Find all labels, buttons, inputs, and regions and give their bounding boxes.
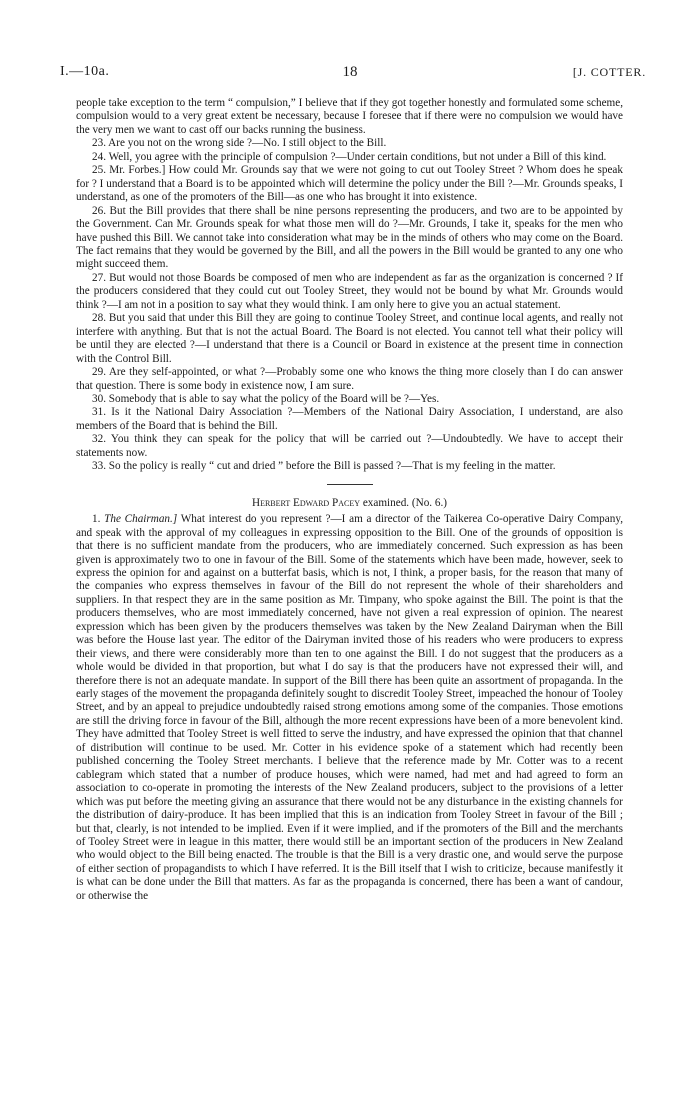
document-body xyxy=(76,97,623,903)
document-reference: I.—10a. xyxy=(60,64,110,79)
evidence-paragraph: people take exception to the term “ compulsion,” I believe that if they got together honestly and formulated some scheme, compulsion would to a very great extent be necessary, because I foresee that if there were no compulsion we would have the very men we want to cast off our backs running the business. xyxy=(76,97,623,136)
evidence-paragraph: 27. But would not those Boards be composed of men who are independent as far as the organization is concerned ? If the producers considered that they could cut out Tooley Street, they would not be bound by what Mr. Grounds would think ?—I am not in a position to say what they would think. I am only here to give you an actual statement. xyxy=(76,271,623,311)
question-number: 1. xyxy=(92,513,101,526)
page-number: 18 xyxy=(342,64,358,80)
evidence-paragraph: 26. But the Bill provides that there shall be nine persons representing the producers, and two are to be appointed by the Government. Can Mr. Grounds speak for what those men will do ?—Mr. Grounds, I take it, speaks for the men who have pushed this Bill. We cannot take into consideration what may be in the minds of others who may come on the Board. The fact remains that they would be governed by the Bill, and all the powers in the Bill would be granted to any one who might succeed them. xyxy=(76,204,623,271)
evidence-paragraph: 25. Mr. Forbes.] How could Mr. Grounds say that we were not going to cut out Tooley Street ? Whom does he speak for ? I understand that a Board is to be appointed which will determine the policy under the Bill ?—Mr. Grounds speaks, I understand, as one of the promoters of the Bill—as one who has brought it into existence. xyxy=(76,164,623,204)
witness-heading-suffix: examined. (No. 6.) xyxy=(362,496,448,509)
evidence-paragraph: 32. You think they can speak for the policy that will be carried out ?—Undoubtedly. We have to accept their statements now. xyxy=(76,433,623,459)
evidence-paragraph xyxy=(76,513,623,903)
evidence-paragraph: 30. Somebody that is able to say what the policy of the Board will be ?—Yes. xyxy=(92,392,440,405)
evidence-paragraph: 29. Are they self-appointed, or what ?—Probably some one who knows the thing more closely than I do can answer that question. There is some body in existence now, I am sure. xyxy=(76,366,623,392)
evidence-paragraph: 28. But you said that under this Bill they are going to continue Tooley Street, and continue local agents, and really not interfere with anything. But that is not the actual Board. The Board is not elected. You cannot tell what their policy will be until they are elected ?—I understand that there is a Council or Board in existence at the present time in connection with the Control Bill. xyxy=(76,312,623,365)
speaker-label: The Chairman.] xyxy=(104,513,178,526)
evidence-text: What interest do you represent ?—I am a director of the Taikerea Co-operative Dairy Company, and speak with the approval of my colleagues in expressing opposition to the Bill. One of the grounds of opposition is that there is no sufficient mandate from the producers, who are immediately concerned. Such expression as has been given is approximately two to one in favour of the Bill. Some of the statements which have been made, however, seek to express the opinion for and against on a butterfat basis, which is not, I think, a proper basis, for the reason that many of the companies who express themselves in favour of the Bill do not represent the whole of their shareholders and suppliers. In that respect they are in the same position as Mr. Timpany, who spoke against the Bill. The point is that the producers themselves, who are most immediately concerned, have not given a real expression of opinion. The nearest expression which has been given by the producers themselves was taken by the New Zealand Dairyman when the Bill was before the House last year. The editor of the Dairyman invited those of his readers who were producers to express their views, and there were considerably more than ten to one against the Bill. I do not suggest that the producers as a whole would be divided in that proportion, but what I do say is that the producers have not expressed their will, and therefore there is not an adequate mandate. In support of the Bill there has been quite an assortment of propaganda. In the early stages of the movement the propaganda definitely sought to discredit Tooley Street, impeached the honour of Tooley Street, and by an appeal to prejudice undoubtedly raised strong emotions among some of the companies. Those emotions are still the driving force in favour of the Bill, although the more recent expressions have been of a more benevolent kind. They have admitted that Tooley Street is well fitted to serve the industry, and have expressed the opinion that that channel of distribution will continue to be used. Mr. Cotter in his evidence spoke of a statement which had recently been published concerning the Tooley Street merchants. I believe that the reference made by Mr. Cotter was to a recent cablegram which stated that a number of produce houses, which were named, had met and had agreed to form an association to co-operate in promoting the interests of the New Zealand producers, subject to the provisions of a letter which was put before the meeting giving an assurance that there would not be any disturbance in the existing channels for the distribution of dairy-produce. It has been implied that this is an indication from Tooley Street in favour of the Bill ; but that, clearly, is not intended to be implied. Even if it were implied, and if the promoters of the Bill and the merchants of Tooley Street were in league in this matter, there would still be an important section of the producers in New Zealand who would object to the Bill being enacted. The trouble is that the Bill is a very drastic one, and would serve the purpose of either section of propagandists to which I have referred. It is the Bill itself that I wish to criticize, because manifestly it is what can be done under the Bill that matters. As far as the propaganda is concerned, there has been a want of candour, or otherwise the xyxy=(76,513,623,902)
evidence-paragraph: 24. Well, you agree with the principle of compulsion ?—Under certain conditions, but not under a Bill of this kind. xyxy=(92,150,607,163)
section-divider xyxy=(327,484,373,485)
witness-reference: [J. COTTER. xyxy=(572,65,646,79)
evidence-paragraph: 31. Is it the National Dairy Association ?—Members of the National Dairy Association, I understand, are also members of the Board that is behind the Bill. xyxy=(76,406,623,432)
witness-heading xyxy=(76,497,623,510)
evidence-paragraph: 23. Are you not on the wrong side ?—No. I still object to the Bill. xyxy=(92,137,387,150)
witness-name: Herbert Edward Pacey xyxy=(251,496,361,509)
evidence-paragraph: 33. So the policy is really “ cut and dried ” before the Bill is passed ?—That is my feeling in the matter. xyxy=(92,460,556,473)
